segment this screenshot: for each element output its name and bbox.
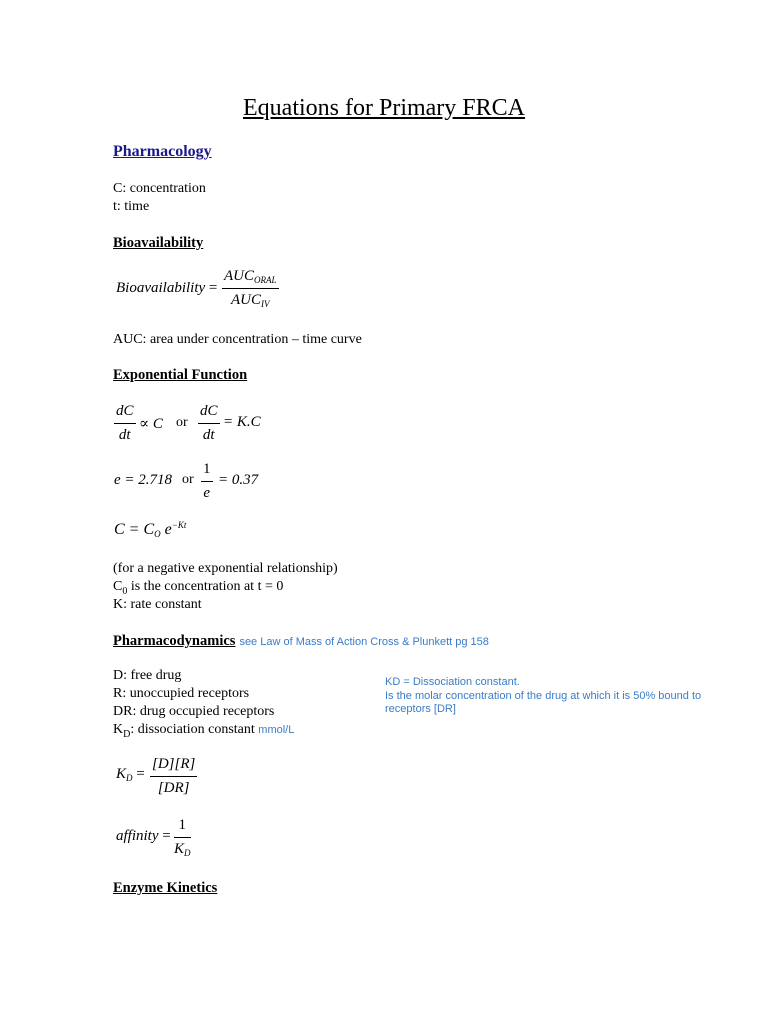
or-text: or <box>182 472 194 487</box>
kd-lhs-letter: K <box>116 766 127 782</box>
page-title: Equations for Primary FRCA <box>243 95 525 121</box>
bioavailability-fraction <box>222 268 279 309</box>
kd-fraction <box>150 756 197 797</box>
proportional-text: ∝ C <box>139 416 163 432</box>
equals-sign: = <box>162 828 171 844</box>
fraction-denominator: dt <box>118 427 131 443</box>
equals-sign: = <box>208 280 218 296</box>
auc-text: AUC <box>224 268 254 284</box>
e-value: e = 2.718 <box>114 472 173 488</box>
pharmacodynamics-reference: see Law of Mass of Action Cross & Plunkett pg 158 <box>239 636 489 648</box>
kd-letter: K <box>113 722 124 737</box>
fraction-numerator: 1 <box>174 817 191 838</box>
def-dissociation-constant <box>113 722 294 740</box>
equals-kc: = K.C <box>223 414 261 430</box>
oral-subscript: ORAL <box>254 275 277 285</box>
fraction-denominator: dt <box>202 427 215 443</box>
exponential-heading: Exponential Function <box>113 367 248 383</box>
fraction-numerator: dC <box>114 403 136 424</box>
exp-note-3: K: rate constant <box>113 597 202 612</box>
pharmacology-heading: Pharmacology <box>113 143 212 160</box>
exp-note-2 <box>113 579 283 597</box>
iv-subscript: IV <box>261 299 270 309</box>
kd-comment-line-2: Is the molar concentration of the drug at which it is 50% bound to <box>385 689 702 702</box>
fraction-denominator <box>222 289 279 309</box>
pharmacodynamics-heading: Pharmacodynamics <box>113 633 236 649</box>
exp-note-1: (for a negative exponential relationship) <box>113 561 338 576</box>
auc-definition: AUC: area under concentration – time curve <box>113 332 362 347</box>
dc-dt-fraction-2 <box>198 403 220 444</box>
fraction-numerator: 1 <box>201 461 213 482</box>
kd-text: : dissociation constant <box>130 722 255 737</box>
exponent: −Kt <box>171 520 187 530</box>
fraction-numerator <box>222 268 279 289</box>
fraction-numerator: dC <box>198 403 220 424</box>
fraction-denominator: e <box>203 485 211 501</box>
c-letter: C <box>113 579 123 594</box>
c-subscript: O <box>154 529 161 539</box>
def-time: t: time <box>113 199 150 214</box>
kd-subscript: D <box>184 848 191 858</box>
exp-note-2-text: is the concentration at t = 0 <box>127 579 284 594</box>
dc-dt-fraction <box>114 403 136 444</box>
fraction-denominator: [DR] <box>157 780 190 796</box>
def-unoccupied-receptors: R: unoccupied receptors <box>113 686 250 701</box>
def-drug-occupied-receptors: DR: drug occupied receptors <box>113 704 275 719</box>
kd-lhs-subscript: D <box>126 773 133 783</box>
kd-equation-lhs <box>116 766 145 783</box>
or-text: or <box>176 415 188 430</box>
affinity-text: affinity <box>116 828 159 844</box>
kd-comment-line-1: KD = Dissociation constant. <box>385 676 520 688</box>
enzyme-kinetics-heading: Enzyme Kinetics <box>113 880 218 896</box>
e-text: e <box>164 521 172 538</box>
affinity-lhs <box>116 828 171 845</box>
kd-comment-line-3: receptors [DR] <box>385 703 456 715</box>
fraction-denominator <box>174 838 191 858</box>
affinity-fraction <box>174 817 191 858</box>
equals-037: = 0.37 <box>218 472 259 488</box>
kd-letter: K <box>174 841 185 857</box>
bioavailability-lhs <box>116 280 217 297</box>
c-eq-text: C = C <box>114 521 155 538</box>
equals-sign: = <box>136 766 145 782</box>
kd-subscript: D <box>123 728 131 740</box>
one-over-e-fraction <box>201 461 213 502</box>
bioavailability-heading: Bioavailability <box>113 235 204 251</box>
pharmacodynamics-line <box>113 632 489 650</box>
auc-text: AUC <box>231 292 261 308</box>
def-concentration: C: concentration <box>113 181 206 196</box>
def-free-drug: D: free drug <box>113 668 182 683</box>
exponential-equation <box>114 520 186 539</box>
bioavailability-lhs-text: Bioavailability <box>116 280 206 296</box>
kd-comment <box>385 676 701 717</box>
c0-subscript: 0 <box>122 585 128 597</box>
kd-unit: mmol/L <box>258 724 295 736</box>
fraction-numerator: [D][R] <box>150 756 197 777</box>
